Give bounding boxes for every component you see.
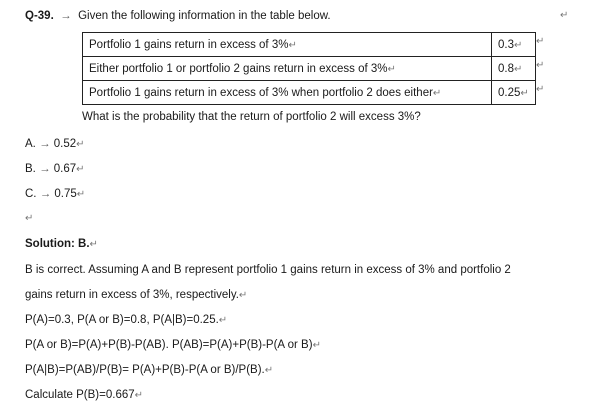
option-a: A. → 0.52↵ xyxy=(25,138,85,150)
table-cell-value: 0.3↵ xyxy=(492,33,536,57)
question-stem: Given the following information in the table below. xyxy=(78,10,331,22)
table-row xyxy=(83,81,536,105)
option-c: C. → 0.75↵ xyxy=(25,188,86,200)
solution-equation-3: P(A|B)=P(AB)/P(B)= P(A)+P(B)-P(A or B)/P(B).↵ xyxy=(25,364,274,376)
question-number: Q-39. xyxy=(25,10,54,22)
table-row xyxy=(83,57,536,81)
table-cell-label: Portfolio 1 gains return in excess of 3% when portfolio 2 does either↵ xyxy=(83,81,492,105)
paragraph-mark-icon: ↵ xyxy=(560,10,569,21)
solution-line-1: B is correct. Assuming A and B represent portfolio 1 gains return in excess of 3% and portfolio 2 xyxy=(25,264,511,276)
solution-result: Calculate P(B)=0.667↵ xyxy=(25,389,144,401)
question-prompt: What is the probability that the return of portfolio 2 will excess 3%? xyxy=(82,111,421,123)
table-cell-value: 0.25↵ xyxy=(492,81,536,105)
solution-heading: Solution: B.↵ xyxy=(25,238,98,250)
solution-equation-2: P(A or B)=P(A)+P(B)-P(AB). P(AB)=P(A)+P(B)-P(A or B)↵ xyxy=(25,339,321,351)
table-cell-label: Either portfolio 1 or portfolio 2 gains return in excess of 3%↵ xyxy=(83,57,492,81)
question-header xyxy=(25,10,331,22)
table-cell-value: 0.8↵ xyxy=(492,57,536,81)
paragraph-mark-icon: ↵ xyxy=(25,213,34,224)
table-row xyxy=(83,33,536,57)
solution-equation-1: P(A)=0.3, P(A or B)=0.8, P(A|B)=0.25.↵ xyxy=(25,314,228,326)
row-end-mark-icon: ↵ xyxy=(536,36,545,47)
tab-arrow-icon: → xyxy=(56,10,75,22)
row-end-mark-icon: ↵ xyxy=(536,84,545,95)
table-cell-label: Portfolio 1 gains return in excess of 3%↵ xyxy=(83,33,492,57)
info-table xyxy=(82,32,536,105)
option-b: B. → 0.67↵ xyxy=(25,163,85,175)
row-end-mark-icon: ↵ xyxy=(536,60,545,71)
solution-line-2: gains return in excess of 3%, respectively.↵ xyxy=(25,289,248,301)
